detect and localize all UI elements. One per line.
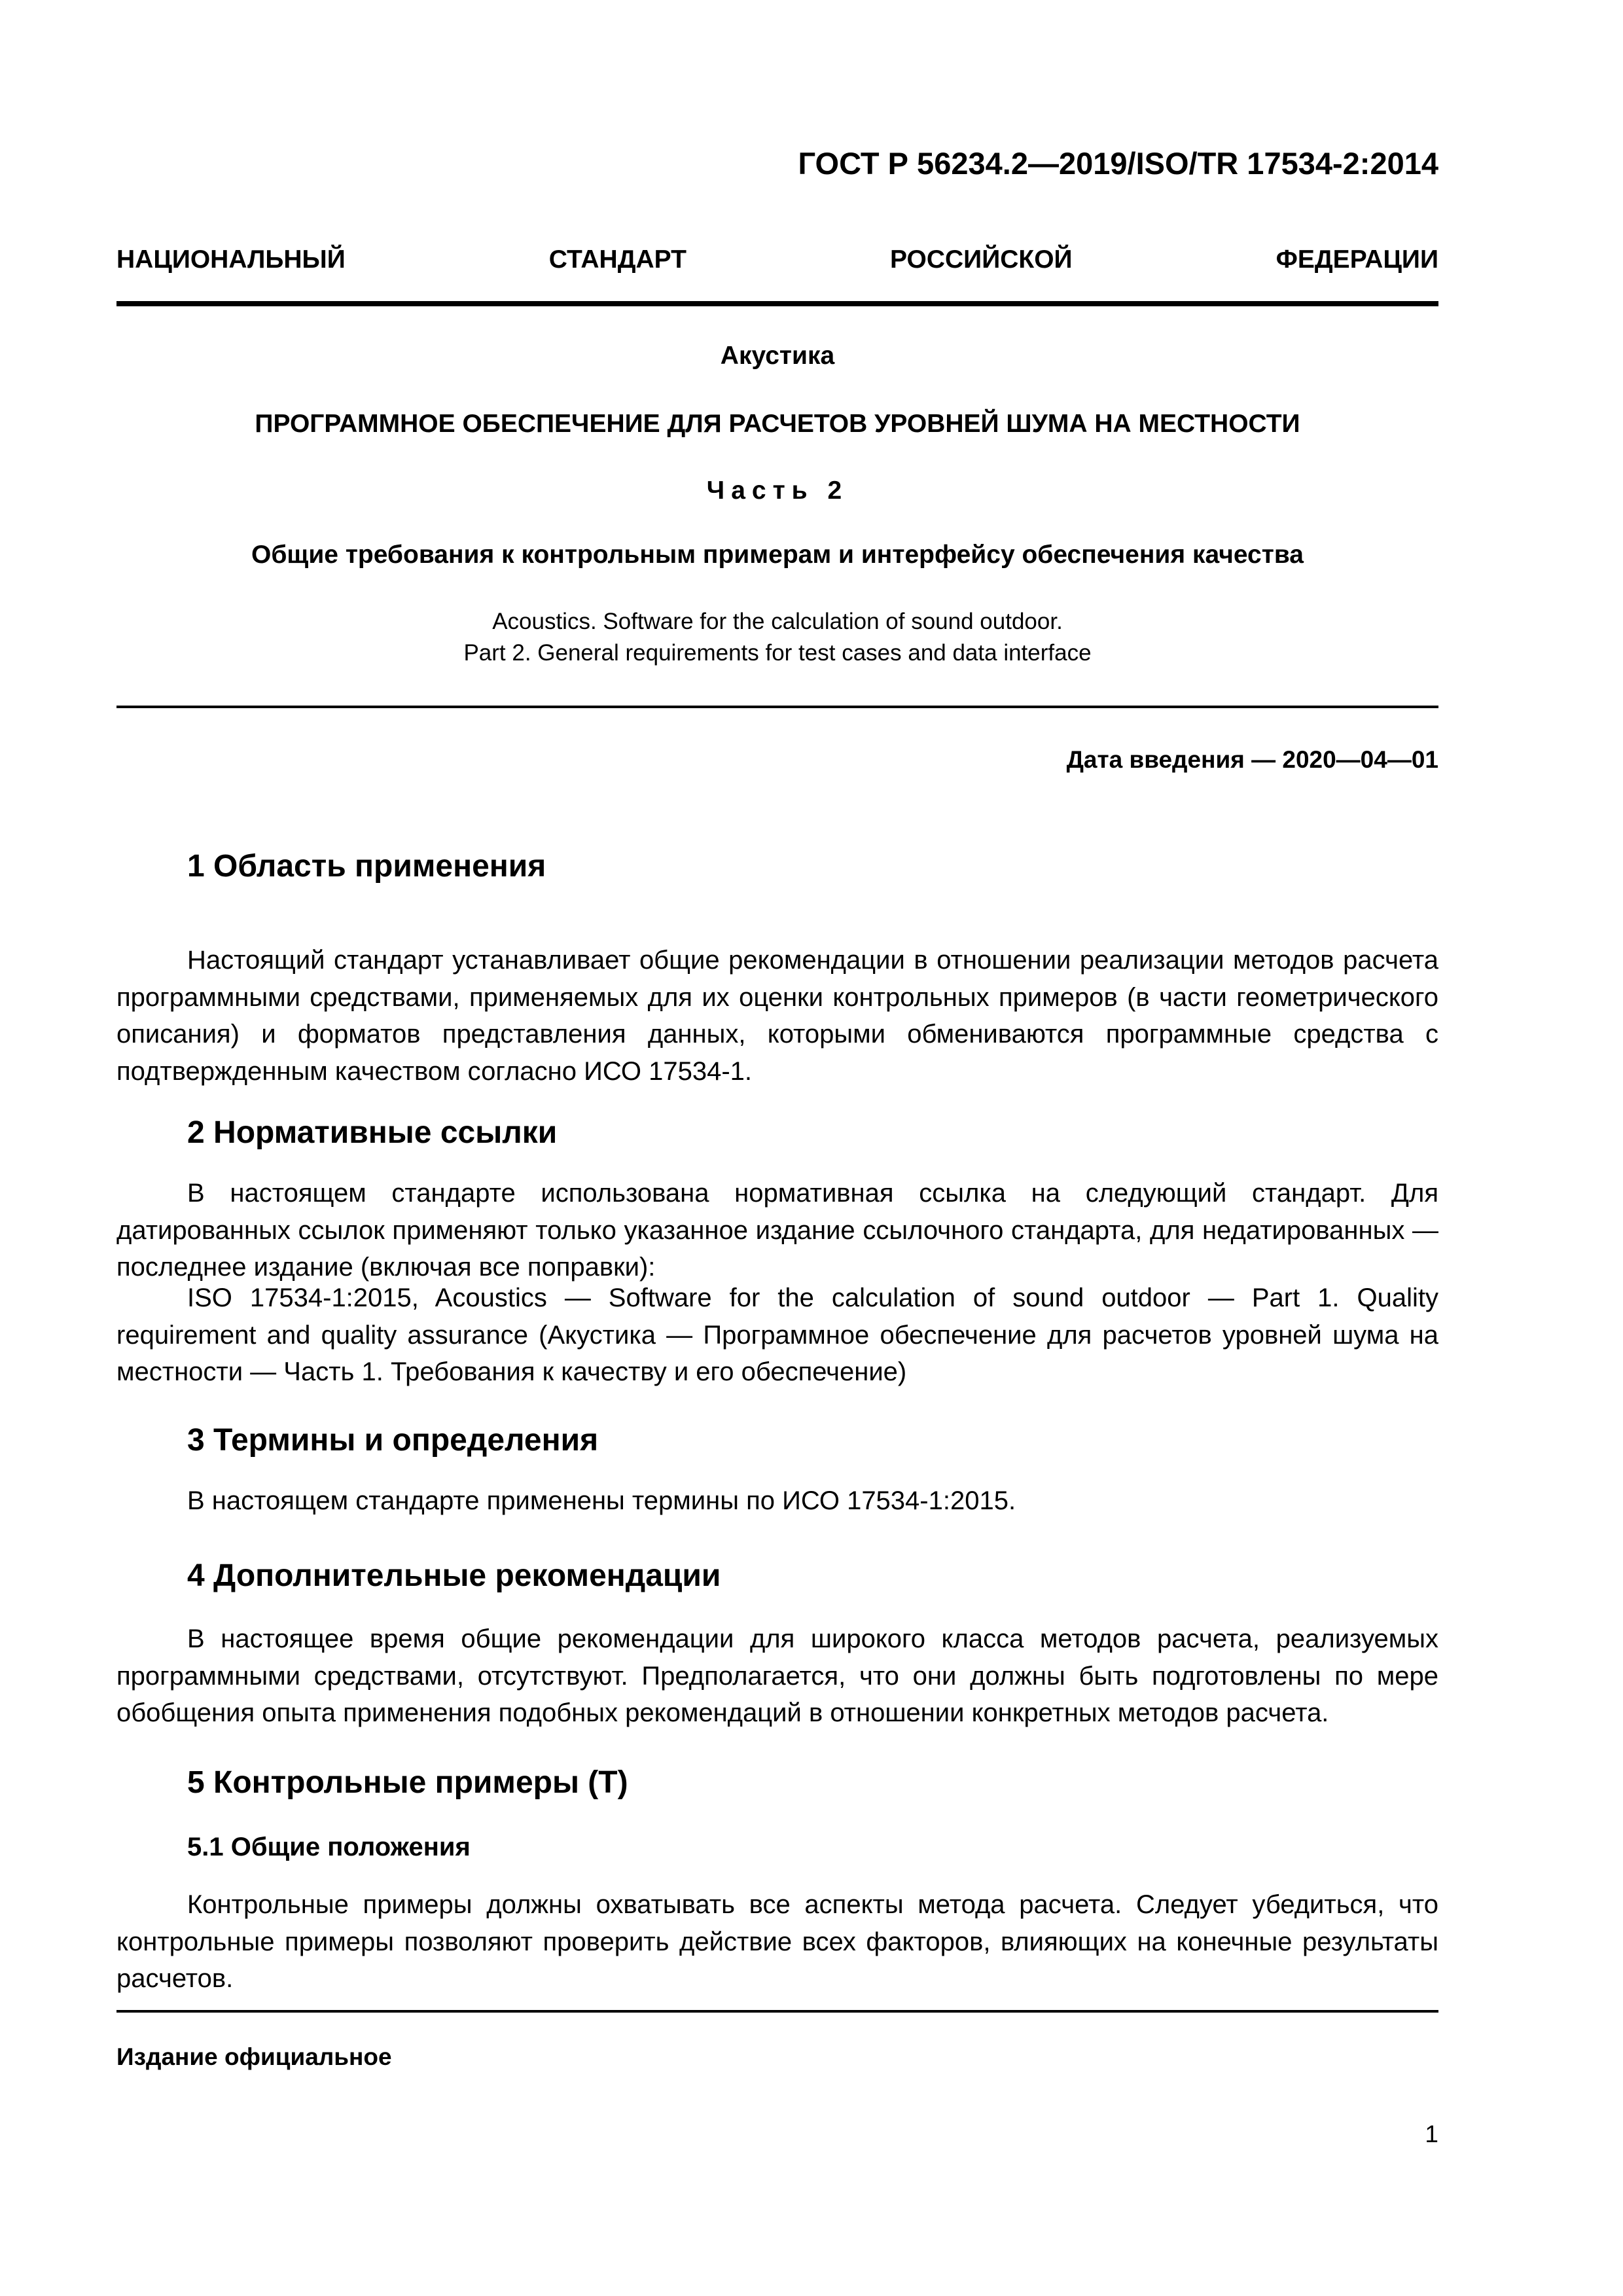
page-number: 1 (1425, 2121, 1438, 2147)
english-title (116, 606, 1438, 669)
title-acoustics: Акустика (720, 342, 835, 370)
title-main: ПРОГРАММНОЕ ОБЕСПЕЧЕНИЕ ДЛЯ РАСЧЕТОВ УРОВНЕЙ ШУМА НА МЕСТНОСТИ (255, 410, 1300, 438)
section-2-paragraph-1: В настоящем стандарте использована нормативная ссылка на следующий стандарт. Для датированных ссылок применяют только указанное издание ссылочного стандарта, для недатированных — последнее издание (включая все поправки): (116, 1179, 1438, 1282)
section-2-heading: 2 Нормативные ссылки (187, 1115, 558, 1150)
section-4-paragraph: В настоящее время общие рекомендации для широкого класса методов расчета, реализуемых программными средствами, отсутствуют. Предполагается, что они должны быть подготовлены по мере обобщения опыта применения подобных рекомендаций в отношении конкретных методов расчета. (116, 1624, 1438, 1727)
section-3-heading: 3 Термины и определения (187, 1423, 599, 1458)
subsection-5-1-heading: 5.1 Общие положения (187, 1833, 471, 1861)
section-4-heading: 4 Дополнительные рекомендации (187, 1558, 721, 1593)
standard-designation: ГОСТ Р 56234.2—2019/ISO/TR 17534-2:2014 (798, 146, 1438, 181)
section-1-heading: 1 Область применения (187, 849, 546, 884)
official-edition-label: Издание официальное (116, 2043, 392, 2070)
title-rule (116, 706, 1438, 708)
section-5-heading: 5 Контрольные примеры (T) (187, 1765, 628, 1800)
section-2-reference: ISO 17534-1:2015, Acoustics — Software for the calculation of sound outdoor — Part 1. Quality requirement and quality assurance (Акустика — Программное обеспечение для расчетов уровней шума на местности — Часть 1. Требования к качеству и его обеспечение) (116, 1283, 1438, 1386)
english-title-line-1: Acoustics. Software for the calculation of sound outdoor. (492, 609, 1063, 634)
footer-rule (116, 2010, 1438, 2013)
introduction-date: Дата введения — 2020—04—01 (1066, 746, 1438, 773)
header-rule (116, 301, 1438, 306)
section-3-paragraph: В настоящем стандарте применены термины по ИСО 17534-1:2015. (187, 1486, 1016, 1515)
title-subtitle: Общие требования к контрольным примерам и интерфейсу обеспечения качества (251, 541, 1304, 569)
title-part: Часть 2 (706, 476, 849, 505)
section-1-paragraph: Настоящий стандарт устанавливает общие рекомендации в отношении реализации методов расчета программными средствами, применяемых для их оценки контрольных примеров (в части геометрического описания) и форматов представления данных, которыми обмениваются программные средства с подтвержденным качеством согласно ИСО 17534-1. (116, 946, 1438, 1086)
national-standard-banner: НАЦИОНАЛЬНЫЙ СТАНДАРТ РОССИЙСКОЙ ФЕДЕРАЦИИ (116, 245, 1438, 274)
english-title-line-2: Part 2. General requirements for test cases and data interface (463, 640, 1092, 666)
subsection-5-1-paragraph: Контрольные примеры должны охватывать все аспекты метода расчета. Следует убедиться, что контрольные примеры позволяют проверить действие всех факторов, влияющих на конечные результаты расчетов. (116, 1890, 1438, 1993)
